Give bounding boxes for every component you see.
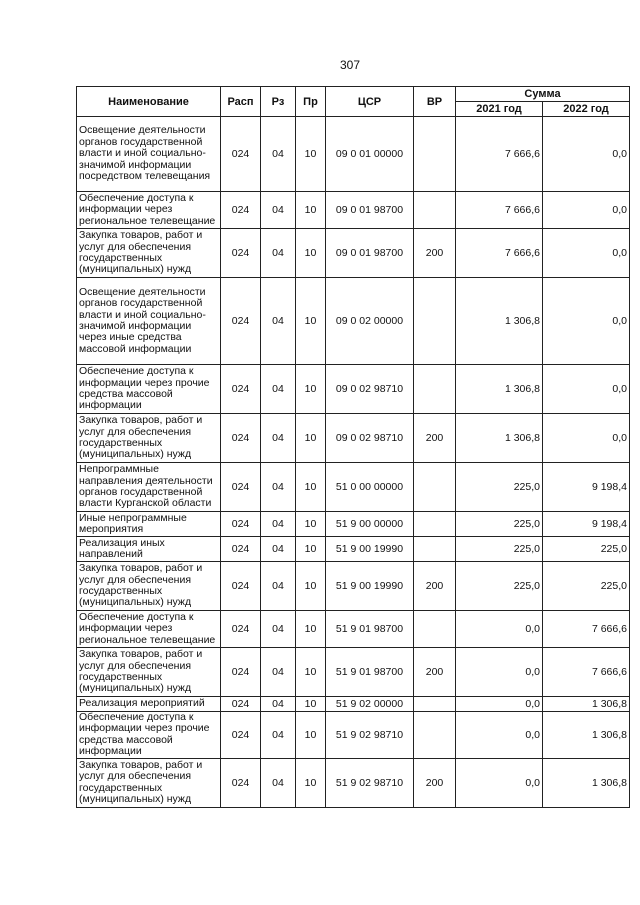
row-rz: 04 [261,697,296,712]
header-pr: Пр [296,87,326,117]
row-rasp: 024 [221,611,261,648]
row-rz: 04 [261,278,296,365]
row-csr: 09 0 02 98710 [326,414,414,463]
row-name: Закупка товаров, работ и услуг для обеспечения государственных (муниципальных) нужд [77,648,221,697]
row-pr: 10 [296,611,326,648]
row-name: Иные непрограммные мероприятия [77,512,221,537]
row-rasp: 024 [221,712,261,759]
row-pr: 10 [296,117,326,192]
row-csr: 51 9 01 98700 [326,611,414,648]
row-pr: 10 [296,463,326,512]
header-name: Наименование [77,87,221,117]
row-csr: 51 9 02 98710 [326,758,414,807]
row-csr: 51 9 02 98710 [326,712,414,759]
row-sum-2022: 0,0 [543,192,630,229]
row-sum-2021: 7 666,6 [456,192,543,229]
row-csr: 09 0 01 98700 [326,192,414,229]
row-name: Освещение деятельности органов государственной власти и иной социально-значимой информации через иные средства массовой информации [77,278,221,365]
row-vr [414,278,456,365]
row-rasp: 024 [221,512,261,537]
row-rasp: 024 [221,229,261,278]
row-sum-2022: 9 198,4 [543,512,630,537]
table-row [77,117,630,192]
row-rasp: 024 [221,648,261,697]
row-csr: 51 9 01 98700 [326,648,414,697]
row-pr: 10 [296,229,326,278]
row-vr [414,463,456,512]
row-rz: 04 [261,414,296,463]
row-vr [414,365,456,414]
row-pr: 10 [296,712,326,759]
table-row [77,562,630,611]
header-2021: 2021 год [456,102,543,117]
row-pr: 10 [296,365,326,414]
row-vr [414,697,456,712]
header-2022: 2022 год [543,102,630,117]
row-sum-2022: 9 198,4 [543,463,630,512]
row-pr: 10 [296,414,326,463]
row-vr: 200 [414,414,456,463]
header-rz: Рз [261,87,296,117]
budget-table [76,86,630,808]
row-sum-2021: 0,0 [456,648,543,697]
row-sum-2021: 7 666,6 [456,229,543,278]
table-row [77,712,630,759]
row-name: Закупка товаров, работ и услуг для обеспечения государственных (муниципальных) нужд [77,562,221,611]
row-vr: 200 [414,562,456,611]
row-rasp: 024 [221,537,261,562]
row-sum-2021: 1 306,8 [456,278,543,365]
row-vr: 200 [414,758,456,807]
row-sum-2022: 0,0 [543,278,630,365]
row-sum-2021: 0,0 [456,712,543,759]
row-csr: 51 9 00 19990 [326,562,414,611]
row-rasp: 024 [221,562,261,611]
row-sum-2021: 7 666,6 [456,117,543,192]
row-vr [414,537,456,562]
table-row [77,463,630,512]
row-rz: 04 [261,117,296,192]
row-vr [414,192,456,229]
row-rz: 04 [261,512,296,537]
row-pr: 10 [296,697,326,712]
row-vr: 200 [414,229,456,278]
row-name: Обеспечение доступа к информации через прочие средства массовой информации [77,365,221,414]
table-body [77,117,630,808]
row-rasp: 024 [221,365,261,414]
row-rz: 04 [261,365,296,414]
row-csr: 09 0 01 00000 [326,117,414,192]
row-rz: 04 [261,192,296,229]
row-rasp: 024 [221,278,261,365]
table-row [77,229,630,278]
row-pr: 10 [296,278,326,365]
row-name: Закупка товаров, работ и услуг для обеспечения государственных (муниципальных) нужд [77,758,221,807]
row-sum-2022: 1 306,8 [543,758,630,807]
table-row [77,278,630,365]
row-vr [414,512,456,537]
row-sum-2022: 0,0 [543,117,630,192]
row-sum-2021: 225,0 [456,463,543,512]
row-csr: 51 9 02 00000 [326,697,414,712]
table-row [77,512,630,537]
header-row [77,87,630,102]
row-vr [414,611,456,648]
row-rz: 04 [261,758,296,807]
row-sum-2022: 0,0 [543,365,630,414]
row-name: Непрограммные направления деятельности органов государственной власти Курганской области [77,463,221,512]
row-rasp: 024 [221,758,261,807]
row-pr: 10 [296,562,326,611]
row-rz: 04 [261,562,296,611]
header-sum: Сумма [456,87,630,102]
row-sum-2022: 0,0 [543,229,630,278]
row-rz: 04 [261,463,296,512]
row-vr: 200 [414,648,456,697]
row-pr: 10 [296,758,326,807]
row-sum-2021: 0,0 [456,697,543,712]
row-rasp: 024 [221,697,261,712]
row-sum-2021: 0,0 [456,611,543,648]
row-rz: 04 [261,648,296,697]
row-name: Обеспечение доступа к информации через региональное телевещание [77,611,221,648]
table-row [77,365,630,414]
row-sum-2021: 225,0 [456,537,543,562]
row-sum-2022: 7 666,6 [543,611,630,648]
row-sum-2022: 7 666,6 [543,648,630,697]
row-pr: 10 [296,537,326,562]
header-vr: ВР [414,87,456,117]
row-name: Реализация мероприятий [77,697,221,712]
row-sum-2021: 0,0 [456,758,543,807]
table-row [77,697,630,712]
row-sum-2021: 225,0 [456,512,543,537]
row-rz: 04 [261,611,296,648]
row-csr: 51 9 00 00000 [326,512,414,537]
row-csr: 09 0 02 00000 [326,278,414,365]
table-row [77,758,630,807]
header-rasp: Расп [221,87,261,117]
row-csr: 51 9 00 19990 [326,537,414,562]
row-pr: 10 [296,648,326,697]
table-row [77,648,630,697]
row-rz: 04 [261,229,296,278]
row-rasp: 024 [221,414,261,463]
row-csr: 09 0 01 98700 [326,229,414,278]
row-csr: 09 0 02 98710 [326,365,414,414]
row-rz: 04 [261,537,296,562]
row-sum-2021: 225,0 [456,562,543,611]
row-sum-2022: 1 306,8 [543,697,630,712]
row-sum-2022: 1 306,8 [543,712,630,759]
row-rz: 04 [261,712,296,759]
table-row [77,192,630,229]
row-sum-2022: 225,0 [543,537,630,562]
row-sum-2021: 1 306,8 [456,414,543,463]
header-csr: ЦСР [326,87,414,117]
row-vr [414,712,456,759]
row-name: Реализация иных направлений [77,537,221,562]
table-row [77,611,630,648]
row-name: Освещение деятельности органов государственной власти и иной социально-значимой информации посредством телевещания [77,117,221,192]
row-rasp: 024 [221,192,261,229]
table-row [77,537,630,562]
table-row [77,414,630,463]
row-name: Обеспечение доступа к информации через региональное телевещание [77,192,221,229]
row-sum-2022: 0,0 [543,414,630,463]
row-vr [414,117,456,192]
row-sum-2021: 1 306,8 [456,365,543,414]
row-rasp: 024 [221,463,261,512]
row-pr: 10 [296,192,326,229]
page-number: 307 [339,58,361,72]
row-name: Закупка товаров, работ и услуг для обеспечения государственных (муниципальных) нужд [77,414,221,463]
row-pr: 10 [296,512,326,537]
row-csr: 51 0 00 00000 [326,463,414,512]
row-name: Закупка товаров, работ и услуг для обеспечения государственных (муниципальных) нужд [77,229,221,278]
row-rasp: 024 [221,117,261,192]
row-sum-2022: 225,0 [543,562,630,611]
row-name: Обеспечение доступа к информации через прочие средства массовой информации [77,712,221,759]
